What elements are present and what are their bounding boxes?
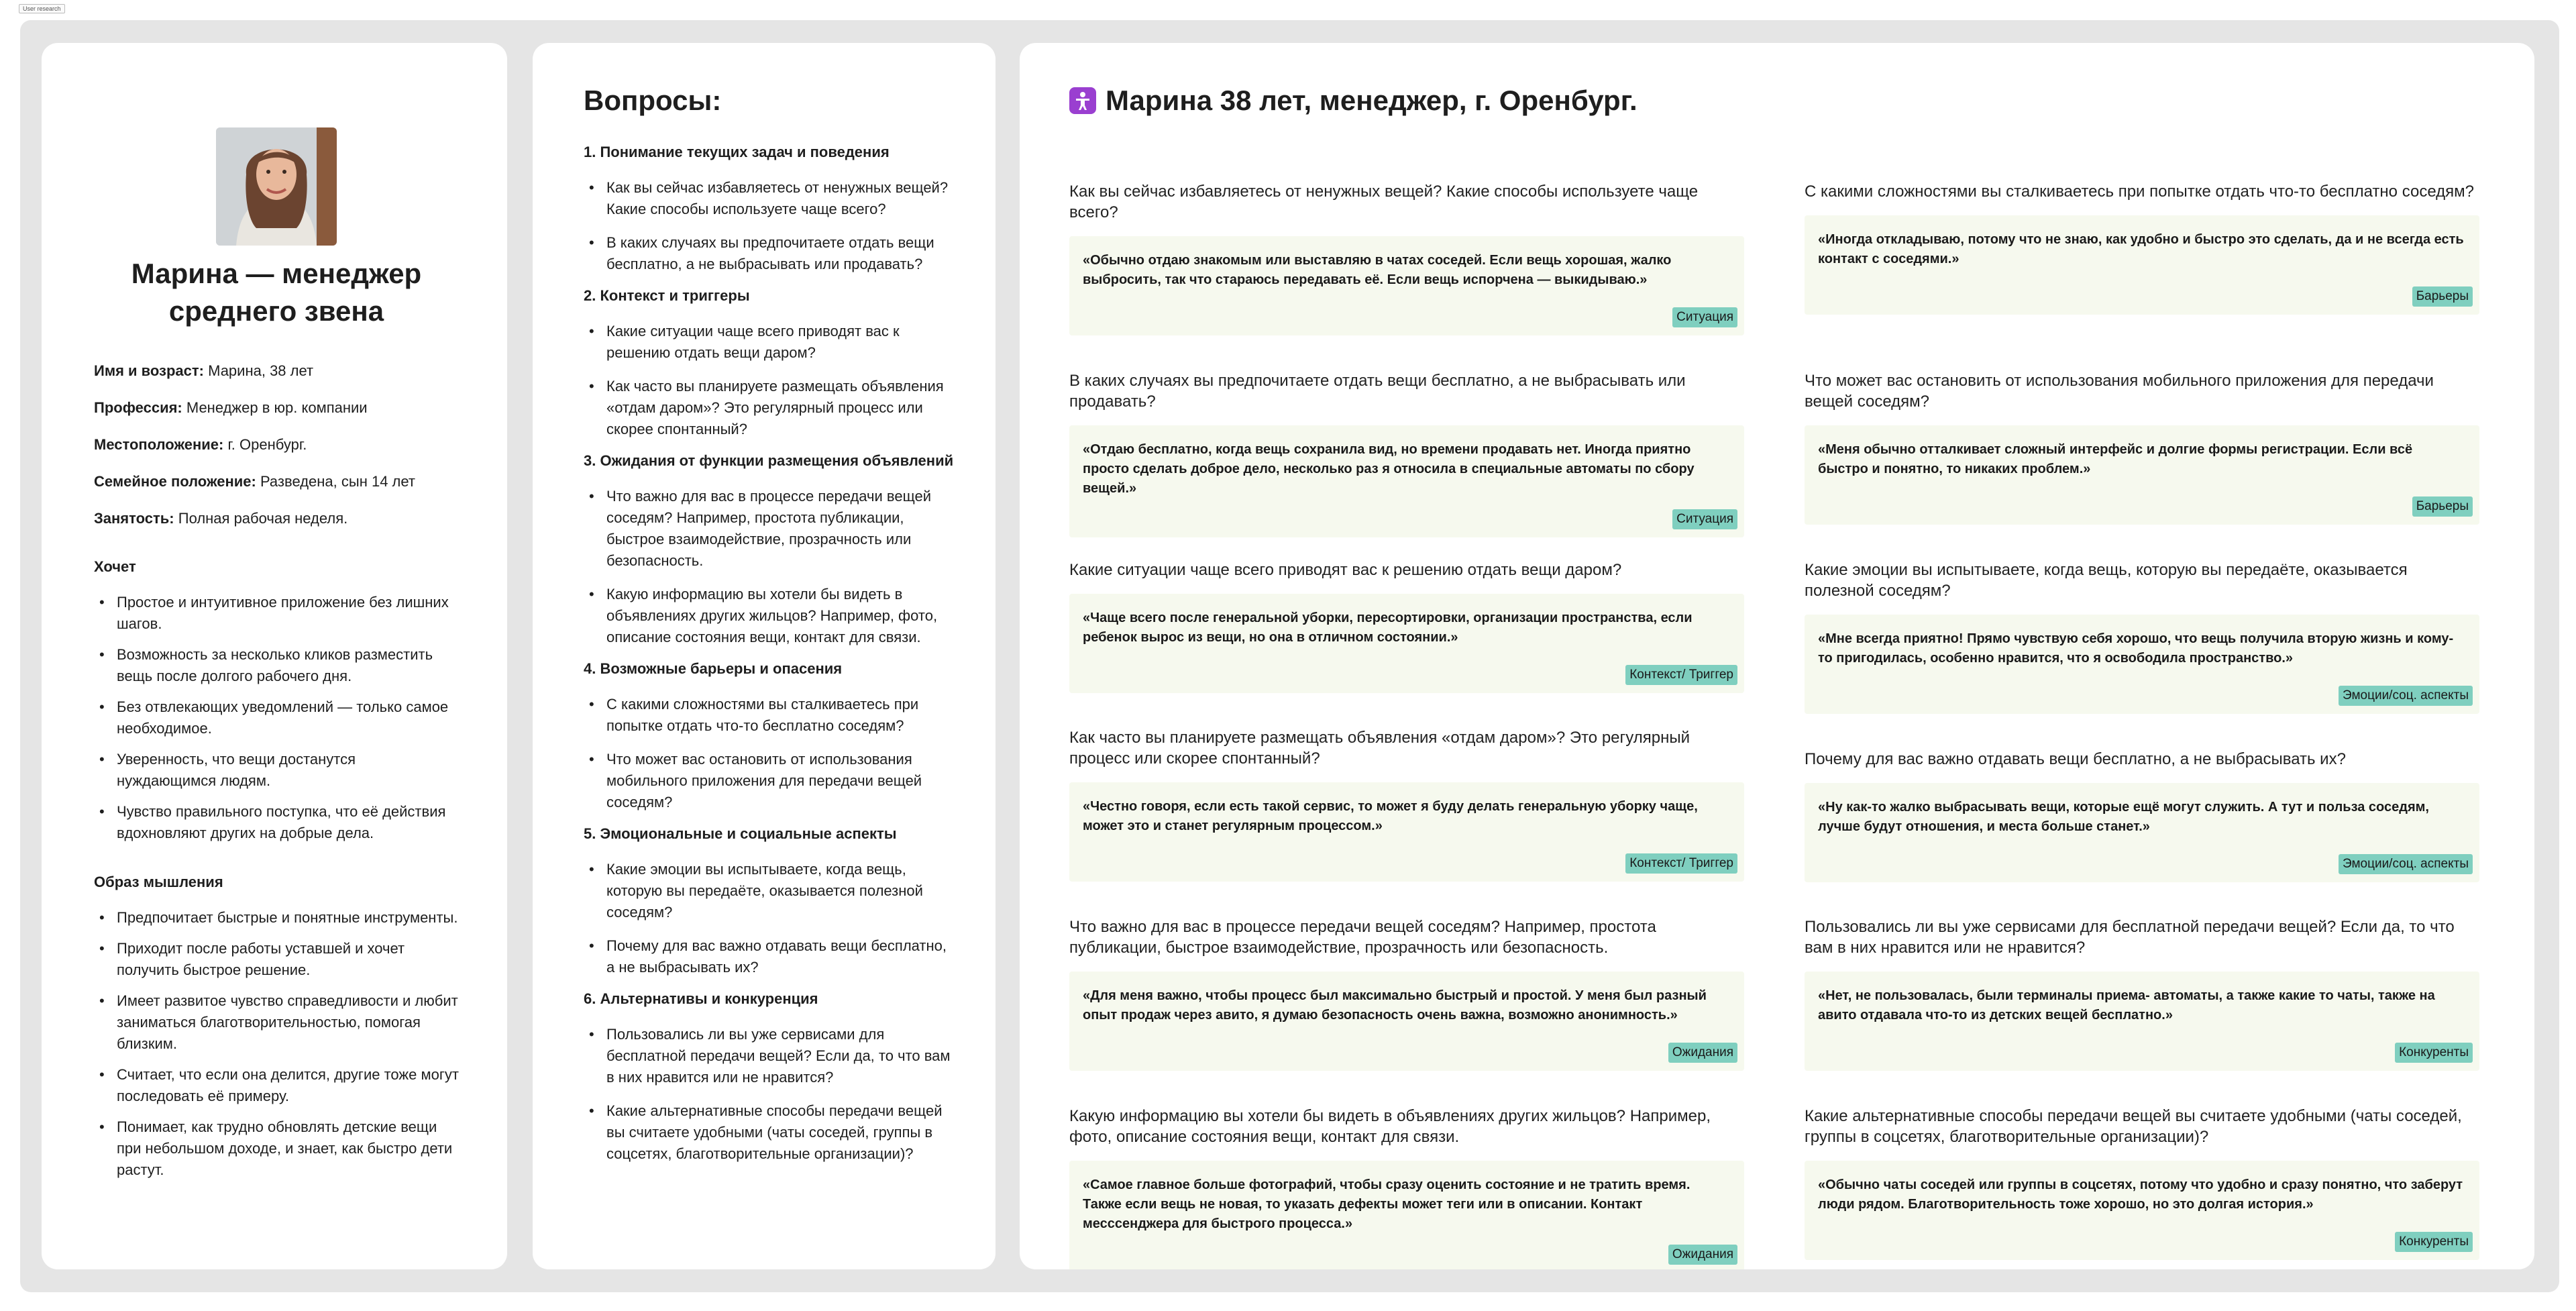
- interview-question: Какие ситуации чаще всего приводят вас к решению отдать вещи даром?: [1069, 561, 1622, 579]
- question-section-heading: 6. Альтернативы и конкуренция: [584, 990, 818, 1007]
- interview-tag[interactable]: Эмоции/соц. аспекты: [2339, 686, 2473, 706]
- persona-fact: [94, 361, 459, 381]
- interview-answer-box: [1069, 972, 1744, 1071]
- interview-answer: «Чаще всего после генеральной уборки, пересортировки, организации пространства, если ребенок вырос из вещи, но она в отличном состоянии.»: [1083, 611, 1693, 645]
- interview-answer: «Мне всегда приятно! Прямо чувствую себя хорошо, что вещь получила вторую жизнь и кому-то пригодилась, особенно нравится, что я освободила пространство.»: [1818, 631, 2454, 666]
- interview-qa-block: [1069, 181, 1744, 324]
- question-section-heading: 5. Эмоциональные и социальные аспекты: [584, 825, 897, 842]
- persona-fact-value: Полная рабочая неделя.: [174, 510, 348, 527]
- question-item: • Какую информацию вы хотели бы видеть в объявлениях других жильцов? Например, фото, описание состояния вещи, контакт для связи.: [584, 584, 955, 648]
- persona-fact-value: Разведена, сын 14 лет: [256, 473, 415, 490]
- question-item: • Какие эмоции вы испытываете, когда вещь, которую вы передаёте, оказывается полезной соседям?: [584, 859, 955, 923]
- interview-qa-block: [1805, 749, 2479, 871]
- interview-answer-box: [1069, 594, 1744, 693]
- interview-tag[interactable]: Барьеры: [2412, 286, 2473, 307]
- interview-qa-block: [1805, 560, 2479, 702]
- interview-answer-box: [1805, 783, 2479, 882]
- avatar-photo: [216, 127, 337, 246]
- interview-answer: «Обычно отдаю знакомым или выставляю в чатах соседей. Если вещь хорошая, жалко выбросить, так что стараюсь передавать её. Если вещь испорчена — выкидываю.»: [1083, 253, 1672, 287]
- question-list: [584, 694, 955, 813]
- persona-facts: [94, 361, 459, 529]
- question-item: • Как часто вы планируете размещать объявления «отдам даром»? Это регулярный процесс или скорее спонтанный?: [584, 376, 955, 440]
- persona-fact-label: Занятость:: [94, 510, 174, 527]
- persona-fact: [94, 509, 459, 529]
- question-item: • Пользовались ли вы уже сервисами для бесплатной передачи вещей? Если да, то что вам в них нравится или не нравится?: [584, 1024, 955, 1088]
- question-section-heading: 1. Понимание текущих задач и поведения: [584, 144, 890, 160]
- persona-card: [42, 43, 507, 1269]
- interview-tag[interactable]: Барьеры: [2412, 496, 2473, 517]
- question-item: • Почему для вас важно отдавать вещи бесплатно, а не выбрасывать их?: [584, 935, 955, 978]
- question-item: • Как вы сейчас избавляетесь от ненужных вещей? Какие способы используете чаще всего?: [584, 177, 955, 220]
- interview-answer-box: [1805, 972, 2479, 1071]
- wants-heading: Хочет: [94, 558, 136, 575]
- interview-qa-block: [1805, 370, 2479, 513]
- question-list: [584, 859, 955, 978]
- avatar: [216, 127, 337, 246]
- interview-tag[interactable]: Ситуация: [1672, 509, 1737, 529]
- mindset-heading: Образ мышления: [94, 874, 223, 890]
- question-section-heading: 4. Возможные барьеры и опасения: [584, 660, 843, 677]
- interview-answer-box: [1069, 782, 1744, 882]
- interview-qa-block: [1069, 560, 1744, 682]
- interview-qa-block: [1069, 370, 1744, 526]
- interview-answer: «Отдаю бесплатно, когда вещь сохранила вид, но времени продавать нет. Иногда приятно просто сделать доброе дело, несколько раз я относила в специальные автоматы по сбору вещей.»: [1083, 442, 1695, 496]
- question-item: • С какими сложностями вы сталкиваетесь при попытке отдать что-то бесплатно соседям?: [584, 694, 955, 737]
- interview-question: Почему для вас важно отдавать вещи бесплатно, а не выбрасывать их?: [1805, 750, 2346, 768]
- mindset-item: • Понимает, как трудно обновлять детские вещи при небольшом доходе, и знает, как быстро дети растут.: [94, 1116, 459, 1181]
- wants-item: • Возможность за несколько кликов разместить вещь после долгого рабочего дня.: [94, 644, 459, 687]
- interview-answer: «Меня обычно отталкивает сложный интерфейс и долгие формы регистрации. Если всё быстро и понятно, то никаких проблем.»: [1818, 442, 2413, 476]
- persona-title: Марина — менеджер среднего звена: [131, 258, 422, 327]
- interview-title: Марина 38 лет, менеджер, г. Оренбург.: [1106, 85, 1638, 116]
- question-section-heading: 3. Ожидания от функции размещения объявлений: [584, 452, 954, 469]
- wants-item: • Простое и интуитивное приложение без лишних шагов.: [94, 592, 459, 635]
- question-list: [584, 177, 955, 275]
- interview-answer-box: [1805, 215, 2479, 315]
- interview-tag[interactable]: Ожидания: [1668, 1245, 1737, 1265]
- question-item: • Какие ситуации чаще всего приводят вас к решению отдать вещи даром?: [584, 321, 955, 364]
- interview-qa-block: [1805, 181, 2479, 303]
- interview-tag[interactable]: Контекст/ Триггер: [1625, 665, 1737, 685]
- question-list: [584, 321, 955, 440]
- interview-card: [1020, 43, 2534, 1269]
- mindset-item: • Имеет развитое чувство справедливости и любит заниматься благотворительностью, помогая близким.: [94, 990, 459, 1055]
- interview-answer-box: [1069, 1161, 1744, 1269]
- interview-title-row: [1069, 85, 1638, 117]
- interview-qa-block: [1069, 1106, 1744, 1261]
- interview-tag[interactable]: Конкуренты: [2395, 1043, 2473, 1063]
- interview-answer: «Ну как-то жалко выбрасывать вещи, которые ещё могут служить. А тут и польза соседям, лучше будут отношения, и места больше станет.»: [1818, 800, 2429, 834]
- interview-answer: «Для меня важно, чтобы процесс был максимально быстрый и простой. У меня был разный опыт продаж через авито, я думаю безопасность очень важна, возможно анонимность.»: [1083, 988, 1707, 1022]
- interview-qa-block: [1069, 727, 1744, 870]
- question-section-heading: 2. Контекст и триггеры: [584, 287, 750, 304]
- interview-question: С какими сложностями вы сталкиваетесь при попытке отдать что-то бесплатно соседям?: [1805, 182, 2474, 201]
- interview-question: Какие альтернативные способы передачи вещей вы считаете удобными (чаты соседей, группы в соцсетях, благотворительные организации)?: [1805, 1107, 2462, 1146]
- interview-question: Что может вас остановить от использования мобильного приложения для передачи вещей соседям?: [1805, 372, 2434, 411]
- mindset-list: [94, 907, 459, 1181]
- frame-label[interactable]: User research: [19, 4, 65, 13]
- persona-fact-label: Местоположение:: [94, 436, 224, 453]
- interview-answer: «Честно говоря, если есть такой сервис, то может я буду делать генеральную уборку чаще, может это и станет регулярным процессом.»: [1083, 799, 1698, 833]
- interview-tag[interactable]: Конкуренты: [2395, 1232, 2473, 1252]
- question-sections: [584, 144, 955, 1165]
- interview-question: Какие эмоции вы испытываете, когда вещь, которую вы передаёте, оказывается полезной соседям?: [1805, 561, 2408, 600]
- interview-question: В каких случаях вы предпочитаете отдать вещи бесплатно, а не выбрасывать или продавать?: [1069, 372, 1686, 411]
- interview-qa-block: [1805, 1106, 2479, 1249]
- interview-answer: «Самое главное больше фотографий, чтобы сразу оценить состояние и не тратить время. Также если вещь не новая, то указать дефекты может теги или в описании. Контакт месссенджера для быстрого процесса.»: [1083, 1177, 1690, 1231]
- interview-answer-box: [1805, 425, 2479, 525]
- interview-question: Как часто вы планируете размещать объявления «отдам даром»? Это регулярный процесс или скорее спонтанный?: [1069, 729, 1690, 768]
- mindset-item: • Приходит после работы уставшей и хочет получить быстрое решение.: [94, 938, 459, 981]
- question-item: • Что может вас остановить от использования мобильного приложения для передачи вещей соседям?: [584, 749, 955, 813]
- interview-question: Какую информацию вы хотели бы видеть в объявлениях других жильцов? Например, фото, описание состояния вещи, контакт для связи.: [1069, 1107, 1711, 1146]
- question-item: • В каких случаях вы предпочитаете отдать вещи бесплатно, а не выбрасывать или продавать?: [584, 232, 955, 275]
- interview-tag[interactable]: Контекст/ Триггер: [1625, 853, 1737, 874]
- interview-answer-box: [1805, 615, 2479, 714]
- interview-tag[interactable]: Эмоции/соц. аспекты: [2339, 854, 2473, 874]
- interview-question: Что важно для вас в процессе передачи вещей соседям? Например, простота публикации, быстрое взаимодействие, прозрачность или безопасность.: [1069, 918, 1656, 957]
- wants-list: [94, 592, 459, 844]
- persona-fact-value: Марина, 38 лет: [204, 362, 314, 379]
- persona-fact: [94, 398, 459, 418]
- interview-qa-block: [1805, 916, 2479, 1059]
- interview-answer-box: [1069, 236, 1744, 335]
- mindset-item: • Предпочитает быстрые и понятные инструменты.: [94, 907, 459, 929]
- person-icon: [1069, 87, 1096, 114]
- questions-card: [533, 43, 996, 1269]
- interview-question: Как вы сейчас избавляетесь от ненужных вещей? Какие способы используете чаще всего?: [1069, 182, 1699, 221]
- wants-item: • Без отвлекающих уведомлений — только самое необходимое.: [94, 696, 459, 739]
- mindset-item: • Считает, что если она делится, другие тоже могут последовать её примеру.: [94, 1064, 459, 1107]
- persona-fact-value: г. Оренбург.: [223, 436, 307, 453]
- interview-answer: «Нет, не пользовалась, были терминалы приема- автоматы, а также какие то чаты, также на авито отдавала что-то из детских вещей бесплатно.»: [1818, 988, 2435, 1022]
- question-item: • Какие альтернативные способы передачи вещей вы считаете удобными (чаты соседей, группы в соцсетях, благотворительные организации)?: [584, 1100, 955, 1165]
- interview-tag[interactable]: Ожидания: [1668, 1043, 1737, 1063]
- interview-answer: «Иногда откладываю, потому что не знаю, как удобно и быстро это сделать, да и не всегда есть контакт с соседями.»: [1818, 232, 2464, 266]
- persona-fact-value: Менеджер в юр. компании: [182, 399, 368, 416]
- persona-fact: [94, 472, 459, 492]
- interview-tag[interactable]: Ситуация: [1672, 307, 1737, 327]
- interview-question: Пользовались ли вы уже сервисами для бесплатной передачи вещей? Если да, то что вам в них нравится или не нравится?: [1805, 918, 2455, 957]
- question-item: • Что важно для вас в процессе передачи вещей соседям? Например, простота публикации, быстрое взаимодействие, прозрачность или безопасность.: [584, 486, 955, 572]
- interview-answer: «Обычно чаты соседей или группы в соцсетях, потому что удобно и сразу понятно, что заберут люди рядом. Благотворительность тоже хорошо, но это долгая история.»: [1818, 1177, 2463, 1212]
- persona-fact-label: Имя и возраст:: [94, 362, 205, 379]
- wants-item: • Чувство правильного поступка, что её действия вдохновляют других на добрые дела.: [94, 801, 459, 844]
- wants-item: • Уверенность, что вещи достанутся нуждающимся людям.: [94, 749, 459, 792]
- interview-qa-block: [1069, 916, 1744, 1059]
- question-list: [584, 486, 955, 648]
- questions-title: Вопросы:: [584, 85, 722, 116]
- persona-fact: [94, 435, 459, 455]
- interview-answer-box: [1069, 425, 1744, 537]
- persona-fact-label: Профессия:: [94, 399, 182, 416]
- persona-fact-label: Семейное положение:: [94, 473, 256, 490]
- interview-answer-box: [1805, 1161, 2479, 1260]
- question-list: [584, 1024, 955, 1165]
